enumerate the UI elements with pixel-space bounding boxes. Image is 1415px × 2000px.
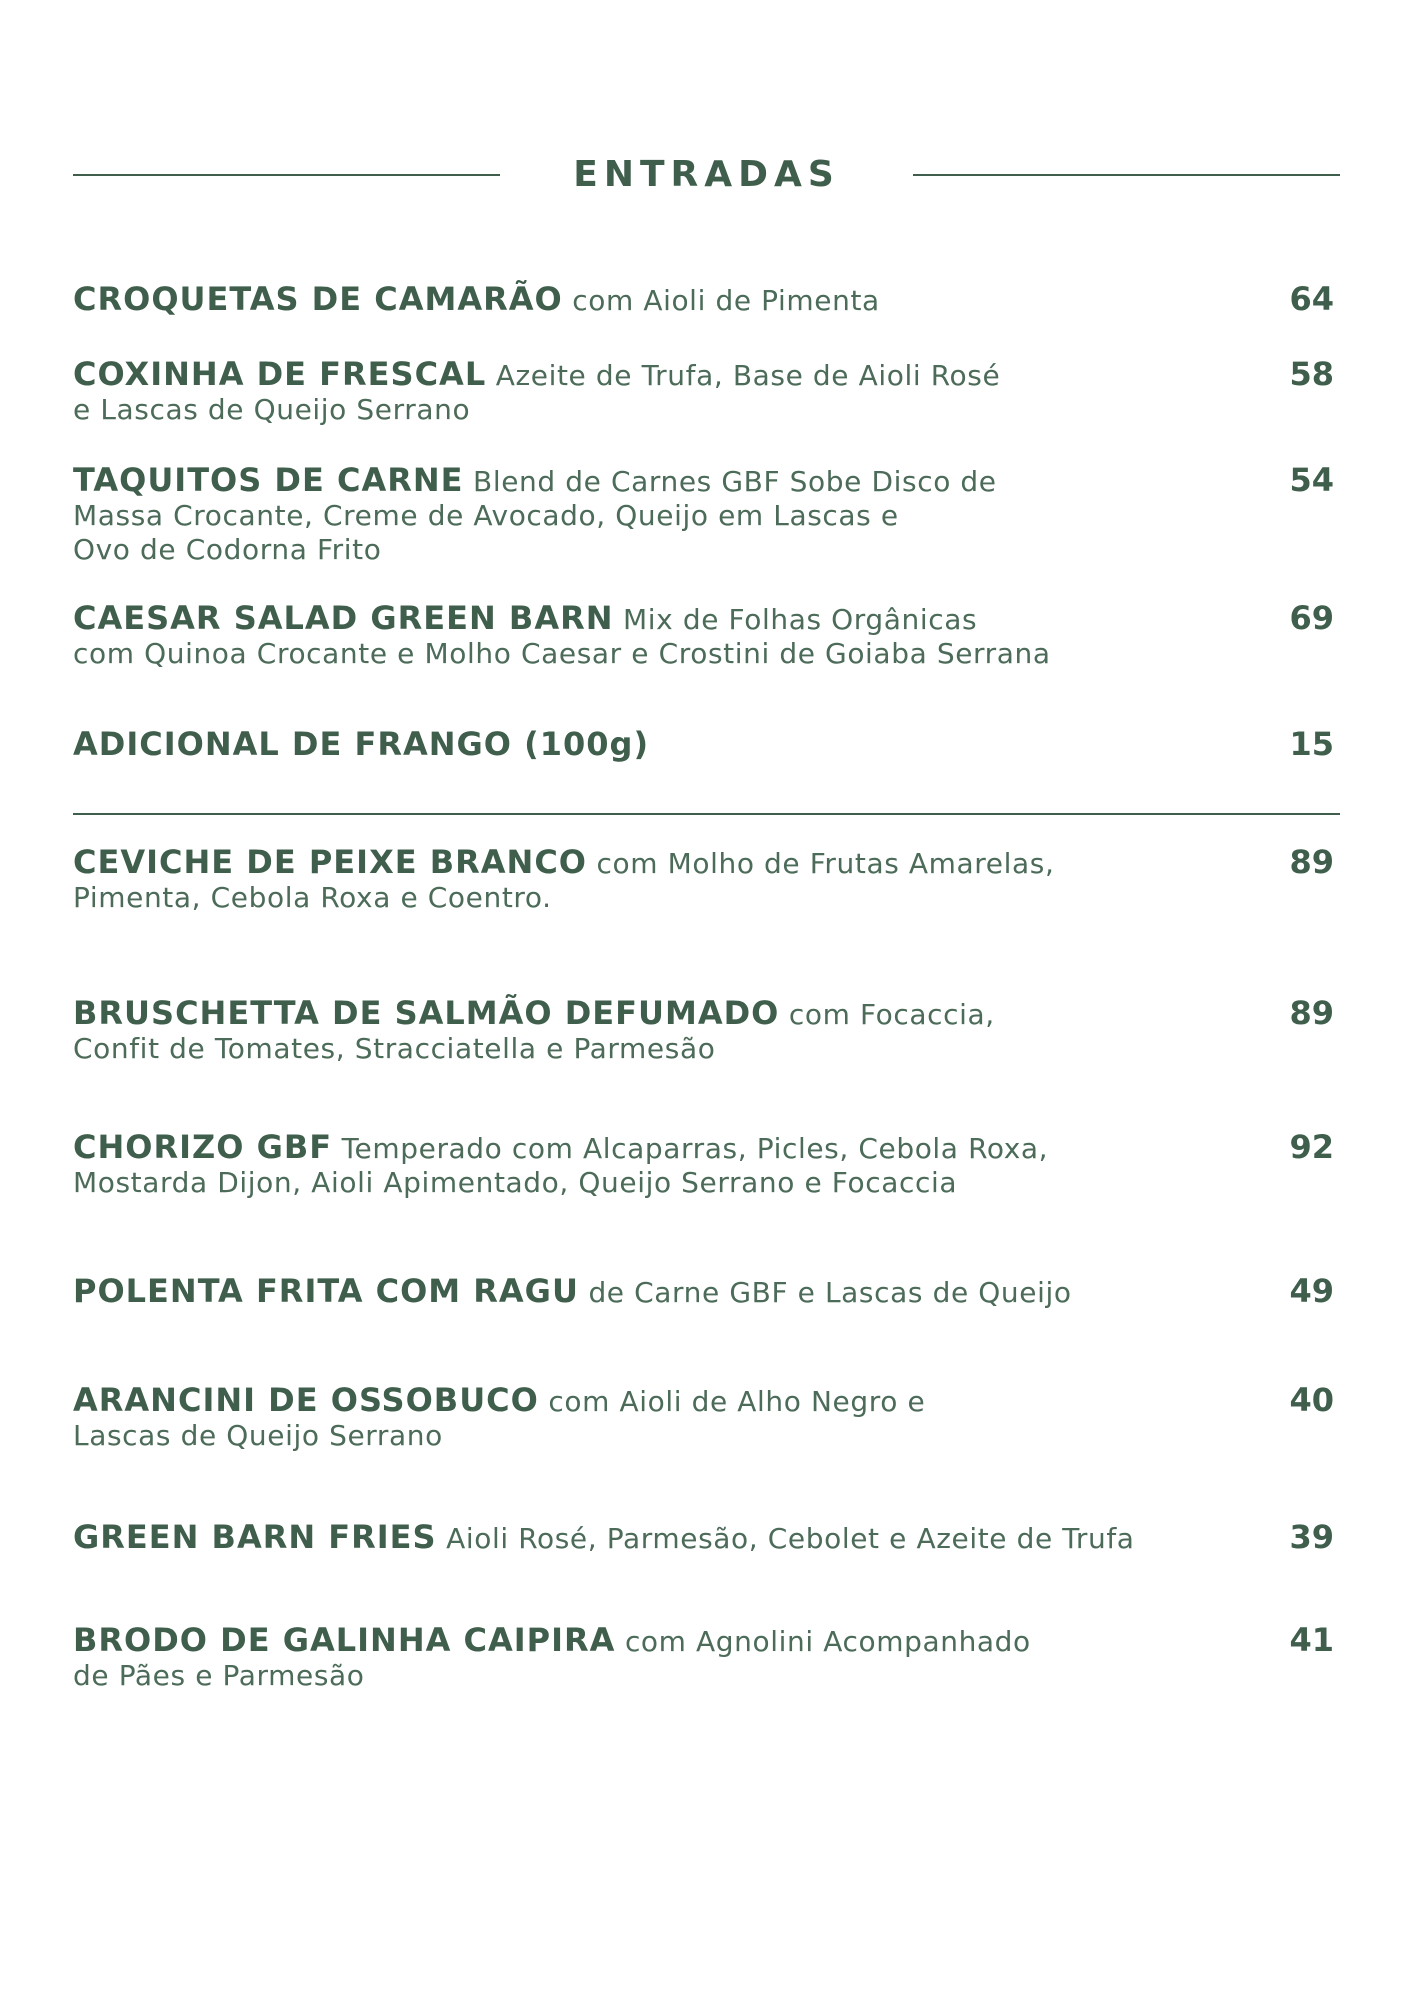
menu-item-description: Confit de Tomates, Stracciatella e Parmesão — [73, 1032, 716, 1065]
menu-item-description: Blend de Carnes GBF Sobe Disco de — [473, 465, 997, 498]
menu-item-description: Temperado com Alcaparras, Picles, Cebola Roxa, — [341, 1132, 1049, 1165]
menu-item-price: 58 — [1289, 355, 1334, 393]
menu-item-name: GREEN BARN FRIES — [73, 1518, 437, 1556]
menu-item-price: 89 — [1289, 843, 1334, 881]
menu-item — [73, 1623, 1340, 1693]
menu-item-description: Massa Crocante, Creme de Avocado, Queijo em Lascas e — [73, 499, 899, 532]
header-rule-left — [73, 174, 500, 176]
menu-item-text — [73, 1274, 1203, 1310]
menu-item-description: de Carne GBF e Lascas de Queijo — [588, 1276, 1072, 1309]
menu-item-text — [73, 1623, 1203, 1693]
menu-item-name: CAESAR SALAD GREEN BARN — [73, 599, 614, 637]
menu-item-price: 69 — [1289, 599, 1334, 637]
menu-item-price: 64 — [1289, 280, 1334, 318]
menu-item-text — [73, 1130, 1203, 1200]
menu-item-description: com Aioli de Alho Negro e — [548, 1385, 926, 1418]
menu-item-name: BRUSCHETTA DE SALMÃO DEFUMADO — [73, 994, 780, 1032]
menu-item-description: Ovo de Codorna Frito — [73, 533, 382, 566]
menu-item-description: de Pães e Parmesão — [73, 1659, 365, 1692]
menu-item-name: CEVICHE DE PEIXE BRANCO — [73, 843, 587, 881]
menu-item-description: Mix de Folhas Orgânicas — [623, 603, 978, 636]
menu-item-text — [73, 601, 1203, 671]
menu-item-description: e Lascas de Queijo Serrano — [73, 393, 471, 426]
menu-item — [73, 601, 1340, 671]
menu-item-description: Aioli Rosé, Parmesão, Cebolet e Azeite de Trufa — [446, 1522, 1135, 1555]
menu-item — [73, 727, 1340, 763]
menu-item — [73, 357, 1340, 427]
menu-item-description: com Agnolini Acompanhado — [624, 1625, 1031, 1658]
menu-item-description: com Molho de Frutas Amarelas, — [596, 847, 1055, 880]
menu-item-price: 40 — [1289, 1381, 1334, 1419]
section-divider — [73, 813, 1340, 815]
menu-item-name: ARANCINI DE OSSOBUCO — [73, 1381, 539, 1419]
menu-item-text — [73, 1383, 1203, 1453]
menu-item-text — [73, 996, 1203, 1066]
menu-item — [73, 1274, 1340, 1310]
menu-item-name: COXINHA DE FRESCAL — [73, 355, 487, 393]
menu-item-text — [73, 845, 1203, 915]
menu-item-text — [73, 727, 1203, 763]
menu-item-text — [73, 282, 1203, 318]
section-title: ENTRADAS — [573, 154, 840, 195]
menu-item — [73, 996, 1340, 1066]
menu-item-text — [73, 357, 1203, 427]
menu-item — [73, 1130, 1340, 1200]
menu-item-description: Lascas de Queijo Serrano — [73, 1419, 443, 1452]
menu-item — [73, 463, 1340, 567]
menu-item-description: com Focaccia, — [788, 998, 995, 1031]
menu-item-name: CHORIZO GBF — [73, 1128, 333, 1166]
menu-item — [73, 1520, 1340, 1556]
menu-item-name: ADICIONAL DE FRANGO (100g) — [73, 725, 650, 763]
menu-item-price: 39 — [1289, 1518, 1334, 1556]
menu-item-price: 15 — [1289, 725, 1334, 763]
menu-item-description: Azeite de Trufa, Base de Aioli Rosé — [495, 359, 1001, 392]
menu-item-description: com Aioli de Pimenta — [572, 284, 880, 317]
menu-item-price: 89 — [1289, 994, 1334, 1032]
menu-item-price: 41 — [1289, 1621, 1334, 1659]
menu-item-description: Pimenta, Cebola Roxa e Coentro. — [73, 881, 552, 914]
menu-item-description: Mostarda Dijon, Aioli Apimentado, Queijo Serrano e Focaccia — [73, 1166, 958, 1199]
menu-item-text — [73, 1520, 1203, 1556]
menu-item-description: com Quinoa Crocante e Molho Caesar e Crostini de Goiaba Serrana — [73, 637, 1051, 670]
menu-item-name: BRODO DE GALINHA CAIPIRA — [73, 1621, 616, 1659]
menu-item-name: TAQUITOS DE CARNE — [73, 461, 464, 499]
menu-item — [73, 845, 1340, 915]
menu-item-text — [73, 463, 1203, 567]
menu-item-price: 92 — [1289, 1128, 1334, 1166]
menu-item-price: 54 — [1289, 461, 1334, 499]
menu-item-name: CROQUETAS DE CAMARÃO — [73, 280, 563, 318]
menu-item-name: POLENTA FRITA COM RAGU — [73, 1272, 579, 1310]
menu-item — [73, 1383, 1340, 1453]
menu-item — [73, 282, 1340, 318]
header-rule-right — [913, 174, 1340, 176]
menu-item-price: 49 — [1289, 1272, 1334, 1310]
section-header — [73, 150, 1340, 200]
